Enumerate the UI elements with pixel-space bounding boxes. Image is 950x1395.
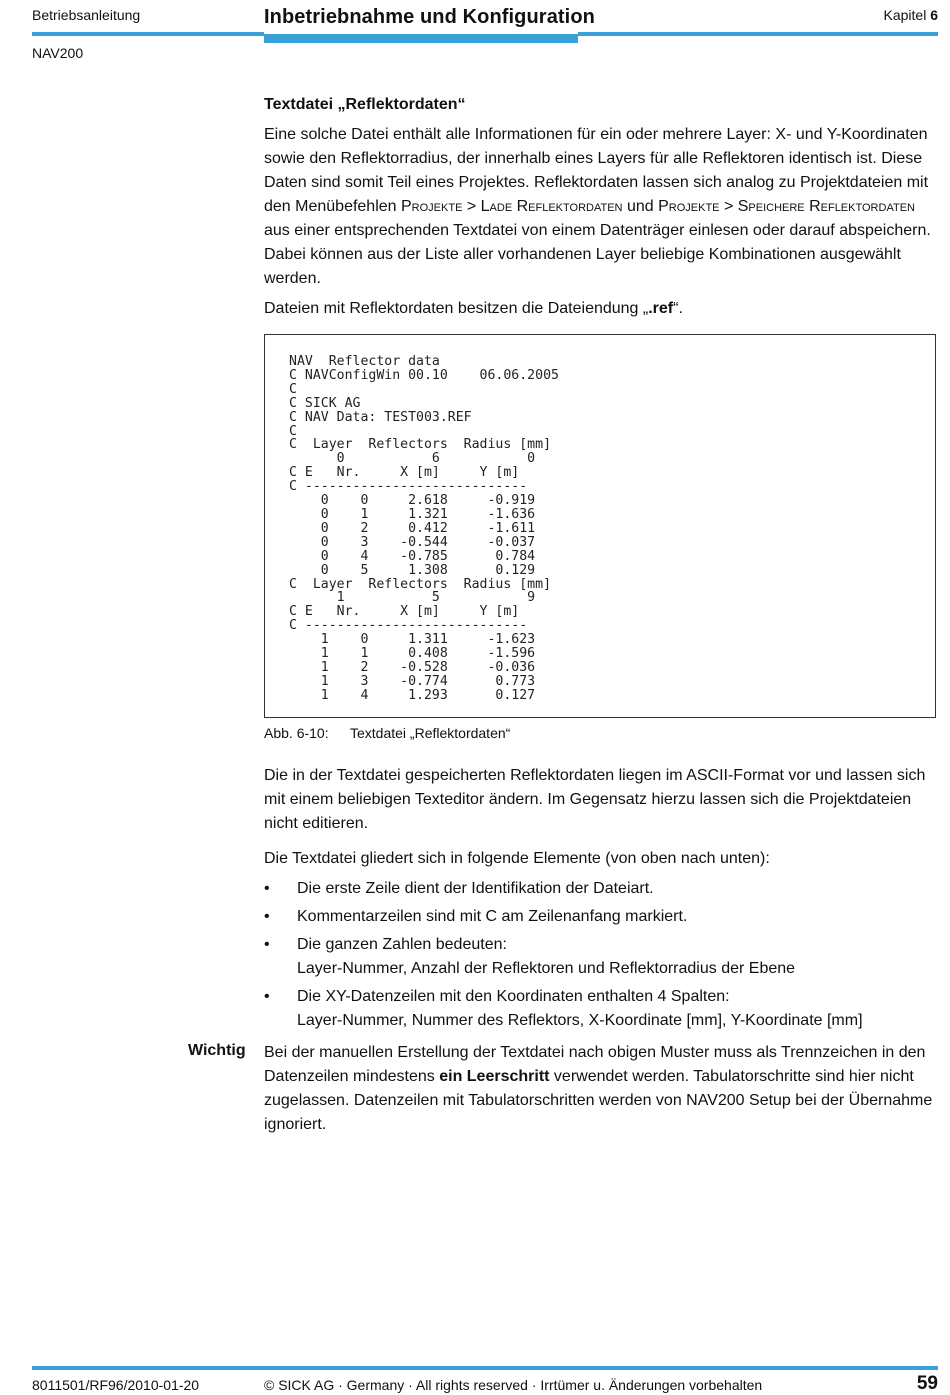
chapter-label: Kapitel [883, 7, 927, 23]
figure-number: Abb. 6-10: [264, 725, 329, 741]
doc-type-label: Betriebsanleitung [32, 7, 141, 23]
bullet-icon: • [264, 988, 270, 1005]
header-rule-right [578, 32, 938, 36]
list-item [264, 985, 936, 1033]
intro-text-and: und [622, 198, 659, 215]
copyright-notice: © SICK AG · Germany · All rights reserved · Irrtümer u. Änderungen vorbehalten [264, 1377, 763, 1393]
footer-rule [32, 1366, 938, 1370]
product-name: NAV200 [32, 45, 84, 61]
bullet-icon: • [264, 908, 270, 925]
figure-title: Textdatei „Reflektordaten“ [350, 725, 511, 741]
important-label: Wichtig [188, 1042, 246, 1059]
element-list [264, 877, 936, 1037]
important-text: Bei der manuellen Erstellung der Textdatei nach obigen Muster muss als Trennzeichen in den Datenzeilen mindestens [264, 1044, 926, 1085]
extension-text: Dateien mit Reflektordaten besitzen die Dateiendung „ [264, 300, 649, 317]
list-item-text: Die erste Zeile dient der Identifikation der Dateiart. [297, 880, 654, 897]
list-item-text: Die ganzen Zahlen bedeuten: [297, 936, 507, 953]
page-number: 59 [916, 1373, 938, 1394]
important-note [264, 1041, 936, 1137]
chapter-indicator [884, 7, 939, 23]
figure-caption [264, 725, 510, 741]
list-item-text: Kommentarzeilen sind mit C am Zeilenanfang markiert. [297, 908, 688, 925]
important-text-end: verwendet werden. Tabulatorschritte sind hier nicht zugelassen. Datenzeilen mit Tabulatorschritten werden von NAV200 Setup bei der Übernahme ignoriert. [264, 1068, 933, 1133]
intro-text-2: aus einer entsprechenden Textdatei von einem Datenträger einlesen oder darauf abspeichern. Dabei können aus der Liste aller vorhandenen Layer beliebige Kombinationen ausgewählt werden. [264, 222, 931, 287]
reflector-data-listing: NAV Reflector data C NAVConfigWin 00.10 06.06.2005 C C SICK AG C NAV Data: TEST003.REF C C Layer Reflectors Radius [mm] 0 6 0 C E Nr. X [m] Y [m] C ---------------------------- 0 0 2.618 -0.919 0 1 1.321 -1.636 0 2 0.412 -1.611 0 3 -0.544 -0.037 0 4 -0.785 0.784 0 5 1.308 0.129 C Layer Reflectors Radius [mm] 1 5 9 C E Nr. X [m] Y [m] C ---------------------------- 1 0 1.311 -1.623 1 1 0.408 -1.596 1 2 -0.528 -0.036 1 3 -0.774 0.773 1 4 1.293 0.127 [289, 354, 559, 703]
extension-paragraph [264, 297, 936, 321]
file-extension: .ref [648, 300, 674, 317]
document-id: 8011501/RF96/2010-01-20 [32, 1377, 200, 1393]
list-item-detail: Layer-Nummer, Anzahl der Reflektoren und Reflektorradius der Ebene [297, 960, 796, 977]
list-item-text: Die XY-Datenzeilen mit den Koordinaten enthalten 4 Spalten: [297, 988, 730, 1005]
important-emphasis: ein Leerschritt [439, 1068, 550, 1085]
section-heading: Textdatei „Reflektordaten“ [264, 96, 466, 113]
intro-text-1: Eine solche Datei enthält alle Informationen für ein oder mehrere Layer: X- und Y-Koordinaten sowie den Reflektorradius, der innerhalb eines Layers für alle Reflektoren identisch ist. Diese Daten sind somit Teil eines Projektes. Reflektordaten lassen sich analog zu Projektdateien mit den Menübefehlen [264, 126, 929, 215]
header-rule-title [264, 34, 578, 43]
bullet-icon: • [264, 880, 270, 897]
list-item [264, 905, 936, 929]
chapter-number: 6 [930, 7, 938, 23]
figure-text-file [264, 334, 936, 718]
menu-command-save: Projekte > Speichere Reflektordaten [658, 198, 915, 215]
extension-text-end: “. [673, 300, 683, 317]
bullet-icon: • [264, 936, 270, 953]
structure-paragraph: Die Textdatei gliedert sich in folgende Elemente (von oben nach unten): [264, 850, 770, 867]
header-rule-left [32, 32, 264, 36]
list-item [264, 933, 936, 981]
ascii-paragraph: Die in der Textdatei gespeicherten Reflektordaten liegen im ASCII-Format vor und lassen sich mit einem beliebigen Texteditor ändern. Im Gegensatz hierzu lassen sich die Projektdateien nicht editieren. [264, 767, 926, 832]
menu-command-load: Projekte > Lade Reflektordaten [401, 198, 623, 215]
list-item-detail: Layer-Nummer, Nummer des Reflektors, X-Koordinate [mm], Y-Koordinate [mm] [297, 1012, 863, 1029]
list-item [264, 877, 936, 901]
chapter-title: Inbetriebnahme und Konfiguration [264, 6, 595, 28]
intro-paragraph [264, 123, 936, 291]
